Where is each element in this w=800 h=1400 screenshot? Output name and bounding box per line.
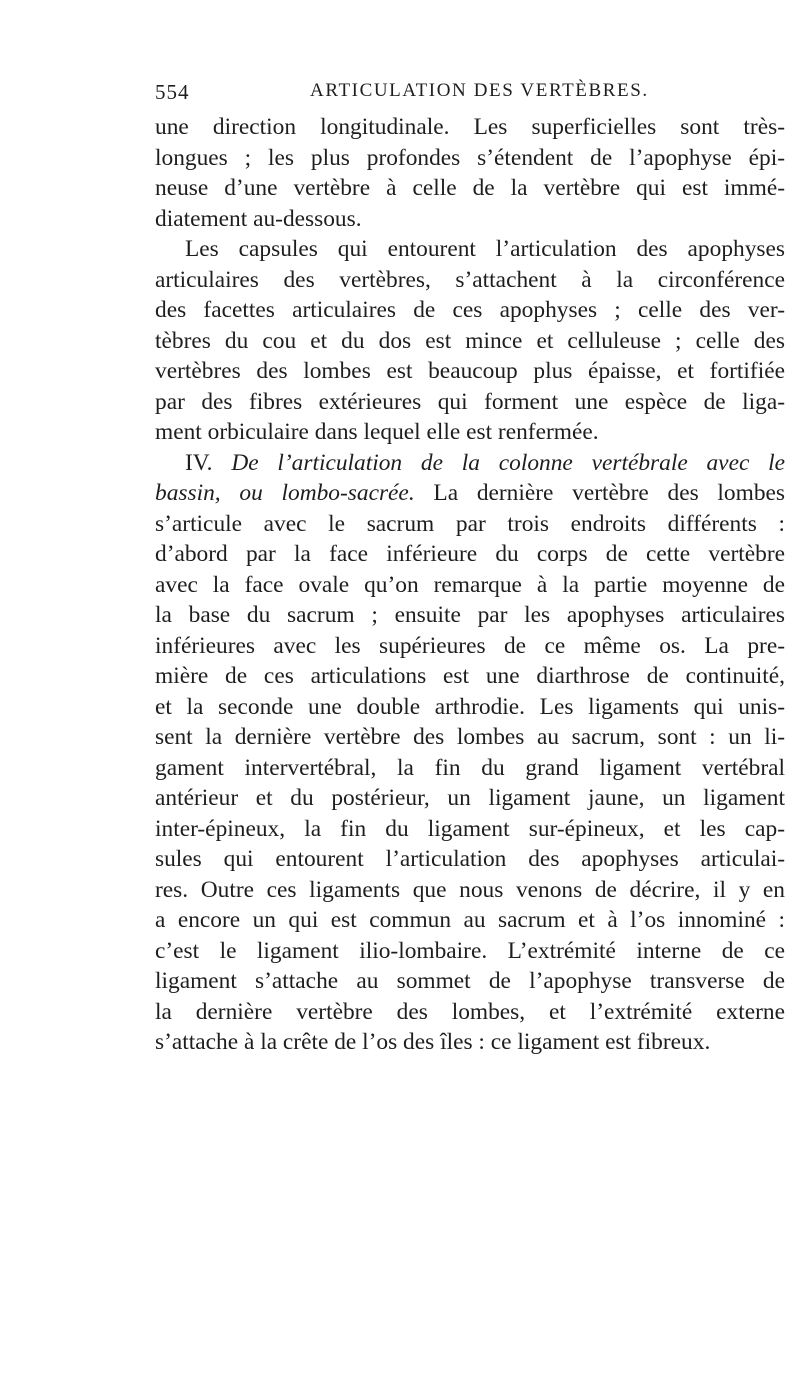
text-line: ligament s’attache au sommet de l’apophyse transverse de — [155, 968, 785, 994]
text-line: articulaires des vertèbres, s’attachent à la circonférence — [155, 266, 785, 293]
text-line: s’articule avec le sacrum par trois endroits différents : — [155, 510, 785, 537]
text-line: diatement au-dessous. — [155, 205, 362, 232]
text-line — [155, 478, 785, 509]
text-line: ment orbiculaire dans lequel elle est renfermée. — [155, 419, 599, 445]
text-line: antérieur et du postérieur, un ligament jaune, un ligament — [155, 785, 785, 811]
text-line: a encore un qui est commun au sacrum et à l’os innominé : — [155, 907, 785, 933]
section-heading-line — [155, 448, 785, 479]
text-line: res. Outre ces ligaments que nous venons de décrire, il y en — [155, 876, 785, 903]
text-segment: La dernière vertèbre des lombes — [414, 480, 785, 506]
text-line: c’est le ligament ilio-lombaire. L’extrémité interne de ce — [155, 937, 785, 964]
text-line: inférieures avec les supérieures de ce même os. La pre- — [155, 632, 785, 659]
text-line: d’abord par la face inférieure du corps de cette vertèbre — [155, 541, 785, 567]
text-line: neuse d’une vertèbre à celle de la vertèbre qui est immé- — [155, 175, 785, 201]
text-line: gament intervertébral, la fin du grand ligament vertébral — [155, 754, 785, 781]
text-line: longues ; les plus profondes s’étendent de l’apophyse épi- — [155, 144, 785, 171]
text-line: Les capsules qui entourent l’articulation des apophyses — [185, 236, 785, 262]
text-line: sules qui entourent l’articulation des apophyses articulai- — [155, 846, 785, 872]
book-page — [155, 80, 785, 1058]
text-line: inter-épineux, la fin du ligament sur-épineux, et les cap- — [155, 815, 785, 842]
text-line: et la seconde une double arthrodie. Les ligaments qui unis- — [155, 693, 785, 720]
text-line: vertèbres des lombes est beaucoup plus épaisse, et fortifiée — [155, 358, 785, 384]
text-line: une direction longitudinale. Les superficielles sont très- — [155, 114, 785, 140]
text-line: par des fibres extérieures qui forment une espèce de liga- — [155, 388, 785, 415]
text-line: avec la face ovale qu’on remarque à la partie moyenne de — [155, 571, 785, 598]
page-header — [155, 80, 785, 112]
page-number: 554 — [155, 80, 190, 104]
text-line: s’attache à la crête de l’os des îles : ce ligament est fibreux. — [155, 1029, 711, 1055]
text-line: la base du sacrum ; ensuite par les apophyses articulaires — [155, 602, 785, 628]
text-line: tèbres du cou et du dos est mince et celluleuse ; celle des — [155, 327, 785, 354]
text-line: mière de ces articulations est une diarthrose de continuité, — [155, 663, 785, 689]
text-line: la dernière vertèbre des lombes, et l’extrémité externe — [155, 998, 785, 1025]
section-number: IV. — [185, 449, 232, 476]
section-title: De l’articulation de la colonne vertébrale avec le — [231, 449, 785, 476]
text-line: des facettes articulaires de ces apophyses ; celle des ver- — [155, 297, 785, 323]
running-head: ARTICULATION DES VERTÈBRES. — [310, 80, 649, 101]
text-line: sent la dernière vertèbre des lombes au sacrum, sont : un li- — [155, 724, 785, 750]
section-title-continued: bassin, ou lombo-sacrée. — [155, 480, 415, 506]
body-text — [155, 112, 785, 1058]
